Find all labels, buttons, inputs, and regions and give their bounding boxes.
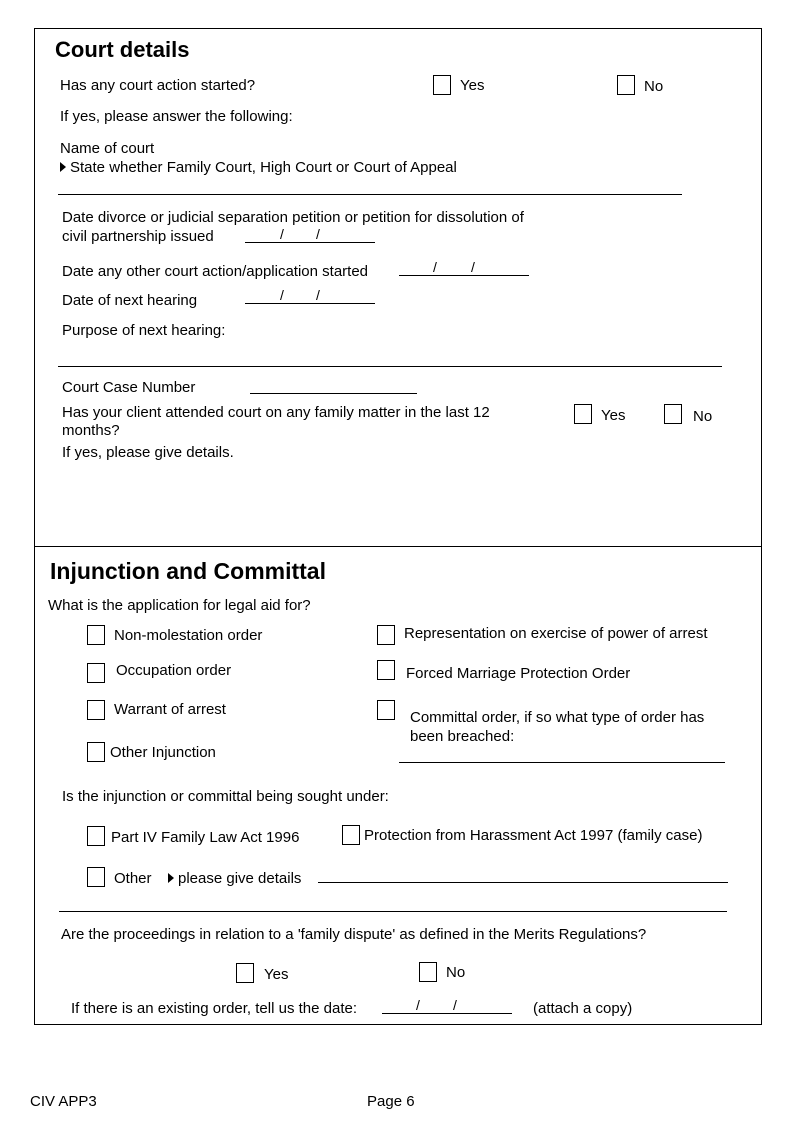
harassment-label: Protection from Harassment Act 1997 (family case) <box>364 827 703 844</box>
sought-under-label: Is the injunction or committal being sought under: <box>62 788 389 805</box>
date-divorce-sep-1: / <box>280 226 284 242</box>
state-whether-note <box>60 159 457 176</box>
attended-court-yes-checkbox[interactable] <box>574 404 592 424</box>
name-of-court-label: Name of court <box>60 140 155 157</box>
attended-court-label-2: months? <box>62 422 120 439</box>
date-next-hearing-label: Date of next hearing <box>62 292 198 309</box>
page-number: Page 6 <box>367 1093 415 1110</box>
attended-court-label-1: Has your client attended court on any family matter in the last 12 <box>62 404 490 421</box>
purpose-next-hearing-field[interactable] <box>58 366 722 367</box>
state-whether-text: State whether Family Court, High Court or Court of Appeal <box>70 159 457 176</box>
committal-details-field[interactable] <box>399 762 725 763</box>
date-other-sep-1: / <box>433 259 437 275</box>
purpose-next-hearing-label: Purpose of next hearing: <box>62 322 226 339</box>
date-other-field[interactable] <box>399 275 529 276</box>
court-action-yes-label: Yes <box>460 77 485 94</box>
attended-court-no-checkbox[interactable] <box>664 404 682 424</box>
date-next-hearing-sep-2: / <box>316 287 320 303</box>
if-yes-text: If yes, please answer the following: <box>60 108 293 125</box>
attended-court-yes-label: Yes <box>601 407 626 424</box>
warrant-label: Warrant of arrest <box>114 701 226 718</box>
application-question: What is the application for legal aid for? <box>48 597 311 614</box>
form-code: CIV APP3 <box>30 1093 97 1110</box>
attach-copy-label: (attach a copy) <box>533 1000 633 1017</box>
section-divider <box>34 546 762 547</box>
date-next-hearing-sep-1: / <box>280 287 284 303</box>
date-other-sep-2: / <box>471 259 475 275</box>
occupation-label: Occupation order <box>116 662 232 679</box>
court-case-number-field[interactable] <box>250 393 417 394</box>
date-divorce-sep-2: / <box>316 226 320 242</box>
court-action-no-label: No <box>644 78 664 95</box>
family-dispute-question: Are the proceedings in relation to a 'family dispute' as defined in the Merits Regulations? <box>61 926 647 943</box>
forced-marriage-label: Forced Marriage Protection Order <box>406 665 631 682</box>
harassment-checkbox[interactable] <box>342 825 360 845</box>
please-give-details-text: please give details <box>178 870 302 887</box>
warrant-checkbox[interactable] <box>87 700 105 720</box>
representation-checkbox[interactable] <box>377 625 395 645</box>
other-injunction-checkbox[interactable] <box>87 742 105 762</box>
injunction-heading: Injunction and Committal <box>50 558 326 584</box>
court-action-no-checkbox[interactable] <box>617 75 635 95</box>
court-action-question: Has any court action started? <box>60 77 256 94</box>
arrow-right-icon <box>60 162 66 172</box>
date-next-hearing-field[interactable] <box>245 303 375 304</box>
other-details-field[interactable] <box>318 882 728 883</box>
give-details-label: If yes, please give details. <box>62 444 234 461</box>
please-give-details-note <box>168 870 301 887</box>
date-other-label: Date any other court action/application started <box>62 263 369 280</box>
family-dispute-yes-checkbox[interactable] <box>236 963 254 983</box>
other-details-field-2[interactable] <box>59 911 727 912</box>
court-case-number-label: Court Case Number <box>62 379 196 396</box>
committal-label-1: Committal order, if so what type of order has <box>410 709 705 726</box>
date-divorce-field[interactable] <box>245 242 375 243</box>
date-divorce-label-1: Date divorce or judicial separation petition or petition for dissolution of <box>62 209 524 226</box>
other-checkbox[interactable] <box>87 867 105 887</box>
part-iv-label: Part IV Family Law Act 1996 <box>111 829 300 846</box>
family-dispute-no-checkbox[interactable] <box>419 962 437 982</box>
court-details-heading: Court details <box>55 37 190 62</box>
representation-label: Representation on exercise of power of arrest <box>404 625 708 642</box>
part-iv-checkbox[interactable] <box>87 826 105 846</box>
forced-marriage-checkbox[interactable] <box>377 660 395 680</box>
name-of-court-field[interactable] <box>58 194 682 195</box>
committal-label-2: been breached: <box>410 728 515 745</box>
attended-court-no-label: No <box>693 408 713 425</box>
existing-order-sep-2: / <box>453 997 457 1013</box>
family-dispute-yes-label: Yes <box>264 966 289 983</box>
other-label: Other <box>114 870 152 887</box>
court-action-yes-checkbox[interactable] <box>433 75 451 95</box>
other-injunction-label: Other Injunction <box>110 744 216 761</box>
existing-order-sep-1: / <box>416 997 420 1013</box>
family-dispute-no-label: No <box>446 964 466 981</box>
occupation-checkbox[interactable] <box>87 663 105 683</box>
existing-order-date-field[interactable] <box>382 1013 512 1014</box>
non-molestation-checkbox[interactable] <box>87 625 105 645</box>
existing-order-label: If there is an existing order, tell us the date: <box>71 1000 357 1017</box>
date-divorce-label-2: civil partnership issued <box>62 228 214 245</box>
arrow-right-icon <box>168 873 174 883</box>
non-molestation-label: Non-molestation order <box>114 627 263 644</box>
committal-checkbox[interactable] <box>377 700 395 720</box>
